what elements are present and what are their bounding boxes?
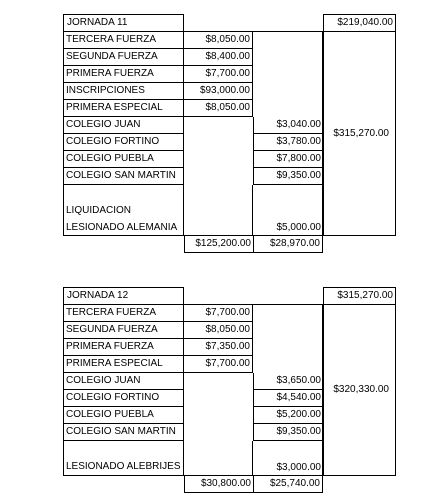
jornada-11-sum-a[interactable]: $125,200.00 (184, 235, 254, 253)
table-row-value-a[interactable] (184, 441, 253, 476)
table-row-label[interactable]: SEGUNDA FUERZA (63, 322, 184, 339)
table-row-label[interactable]: PRIMERA ESPECIAL (63, 100, 184, 117)
table-row-value-b[interactable]: $5,000.00 (276, 222, 321, 233)
jornada-12-header-label[interactable]: JORNADA 12 (63, 287, 184, 305)
jornada-11-header-total[interactable]: $219,040.00 (323, 14, 396, 32)
table-row-label[interactable]: TERCERA FUERZA (63, 305, 184, 322)
table-row-value-a[interactable] (184, 185, 253, 236)
table-row-value-b[interactable]: $5,200.00 (253, 407, 323, 424)
table-row-label[interactable]: COLEGIO SAN MARTIN (63, 424, 184, 441)
table-row-label[interactable]: INSCRIPCIONES (63, 83, 184, 100)
table-row-label[interactable]: COLEGIO JUAN (63, 117, 184, 134)
table-row-label[interactable] (63, 441, 184, 476)
jornada-11-header-label[interactable]: JORNADA 11 (63, 14, 184, 32)
table-row-value-a[interactable]: $7,700.00 (184, 356, 253, 373)
jornada-12-header-total[interactable]: $315,270.00 (323, 287, 396, 305)
table-row-value-b[interactable]: $4,540.00 (253, 390, 323, 407)
jornada-12-sum-b[interactable]: $25,740.00 (253, 475, 323, 493)
table-row-label[interactable]: COLEGIO PUEBLA (63, 407, 184, 424)
table-row-value-a[interactable]: $7,700.00 (184, 66, 253, 83)
table-row-value-a[interactable]: $8,400.00 (184, 49, 253, 66)
table-row-label[interactable]: SEGUNDA FUERZA (63, 49, 184, 66)
table-row-label[interactable]: COLEGIO PUEBLA (63, 151, 184, 168)
table-row-value-b[interactable]: $3,040.00 (253, 117, 323, 134)
table-row-label[interactable]: PRIMERA ESPECIAL (63, 356, 184, 373)
table-row-value-a[interactable]: $8,050.00 (184, 32, 253, 49)
jornada-11-sum-b[interactable]: $28,970.00 (253, 235, 323, 253)
tall-row-line2: LESIONADO ALEBRIJES (66, 461, 181, 472)
table-row-value-b[interactable]: $3,000.00 (276, 462, 321, 473)
tall-row-line2: LESIONADO ALEMANIA (66, 222, 178, 233)
table-row-label[interactable]: COLEGIO JUAN (63, 373, 184, 390)
table-row-value-b[interactable]: $9,350.00 (253, 168, 323, 185)
table-row-value-b[interactable]: $9,350.00 (253, 424, 323, 441)
table-row-label[interactable]: COLEGIO SAN MARTIN (63, 168, 184, 185)
table-row-label[interactable]: COLEGIO FORTINO (63, 390, 184, 407)
jornada-12-right-total[interactable]: $320,330.00 (323, 304, 396, 476)
table-row-value-a[interactable]: $93,000.00 (184, 83, 253, 100)
table-row-value-a[interactable]: $8,050.00 (184, 100, 253, 117)
table-row-label[interactable]: TERCERA FUERZA (63, 32, 184, 49)
tall-row-line1: LIQUIDACION (66, 205, 132, 216)
table-row-label[interactable] (63, 185, 184, 236)
table-row-value-a[interactable]: $7,700.00 (184, 305, 253, 322)
table-row-label[interactable]: COLEGIO FORTINO (63, 134, 184, 151)
table-row-value-b[interactable]: $3,780.00 (253, 134, 323, 151)
table-row-value-b[interactable]: $7,800.00 (253, 151, 323, 168)
table-row-value-b[interactable]: $3,650.00 (253, 373, 323, 390)
tall-row-line1 (66, 441, 183, 458)
table-row-value-a[interactable]: $7,350.00 (184, 339, 253, 356)
table-row-label[interactable]: PRIMERA FUERZA (63, 339, 184, 356)
jornada-12-sum-a[interactable]: $30,800.00 (184, 475, 254, 493)
table-row-value-a[interactable]: $8,050.00 (184, 322, 253, 339)
table-row-label[interactable]: PRIMERA FUERZA (63, 66, 184, 83)
jornada-11-right-total[interactable]: $315,270.00 (323, 31, 396, 236)
